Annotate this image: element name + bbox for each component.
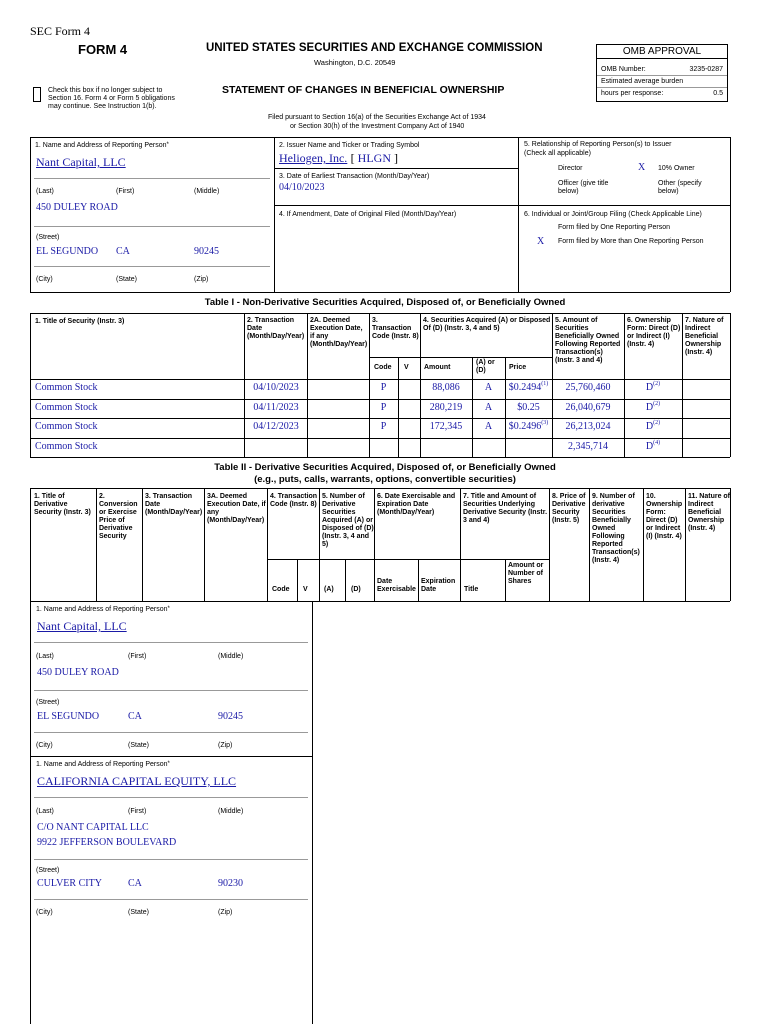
t2-sub-a: (A)	[324, 586, 334, 593]
omb-number-value: 3235-0287	[689, 66, 723, 73]
t1-code	[369, 421, 398, 432]
t1-title-text: Common Stock	[35, 382, 98, 393]
t1-sub-amount: Amount	[424, 364, 451, 371]
t1-title-text: Common Stock	[35, 402, 98, 413]
other-label: Other (specify below)	[658, 180, 702, 195]
t1-title-text: Common Stock	[35, 421, 98, 432]
street-label: (Street)	[36, 234, 60, 241]
t2-h7: 7. Title and Amount of Securities Underlying Derivative Security (Instr. 3 and 4)	[463, 493, 548, 524]
omb-hours-value: 0.5	[713, 90, 723, 97]
issuer-name-link[interactable]: Heliogen, Inc.	[279, 151, 348, 165]
box2-label: 2. Issuer Name and Ticker or Trading Symbol	[279, 142, 420, 149]
box4-label: 4. If Amendment, Date of Original Filed (Month/Day/Year)	[279, 211, 457, 218]
middle-label: (Middle)	[194, 188, 220, 195]
state-value: CA	[116, 246, 130, 257]
t2-sub-exer: Date Exercisable	[377, 578, 416, 593]
t1-owned	[552, 402, 624, 413]
earliest-transaction-date: 04/10/2023	[279, 182, 325, 193]
rp2-label: 1. Name and Address of Reporting Person*	[36, 606, 170, 613]
t1-owned-text: 2,345,714	[568, 441, 608, 452]
t1-title	[35, 402, 98, 413]
no-longer-subject-checkbox[interactable]	[33, 87, 41, 102]
t1-amount	[420, 402, 472, 413]
director-label: Director	[558, 165, 583, 172]
one-person-label: Form filed by One Reporting Person	[558, 224, 671, 231]
rp2-first-label: (First)	[128, 653, 147, 660]
t1-sub-v: V	[404, 364, 409, 371]
rp2-city-label: (City)	[36, 742, 53, 749]
t2-h6: 6. Date Exercisable and Expiration Date (Month/Day/Year)	[377, 493, 456, 516]
box5-label: 5. Relationship of Reporting Person(s) to Issuer	[524, 141, 672, 148]
t1-owned	[552, 441, 624, 452]
t2-h2: 2. Conversion or Exercise Price of Derivative Security	[99, 493, 138, 540]
t1-h2: 2. Transaction Date (Month/Day/Year)	[247, 317, 305, 340]
more-persons-mark: X	[537, 236, 545, 247]
rp3-street1-value: C/O NANT CAPITAL LLC	[37, 822, 149, 833]
t2-h4: 4. Transaction Code (Instr. 8)	[270, 493, 318, 508]
t1-price	[505, 402, 552, 413]
t1-h1: 1. Title of Security (Instr. 3)	[35, 318, 125, 325]
t2-sub-title: Title	[464, 586, 479, 593]
t2-h11: 11. Nature of Indirect Beneficial Ownership (Instr. 4)	[688, 493, 731, 532]
t1-amount-text: 280,219	[429, 402, 463, 413]
t1-price-text: $0.2496	[508, 421, 542, 432]
t2-h1: 1. Title of Derivative Security (Instr. 3)	[34, 493, 91, 516]
table2-title: Table II - Derivative Securities Acquired, Disposed of, or Beneficially Owned	[214, 462, 556, 473]
rp3-state-value: CA	[128, 878, 142, 889]
rp3-name-link[interactable]: CALIFORNIA CAPITAL EQUITY, LLC	[37, 774, 237, 788]
t1-form-footnote: (2)	[653, 381, 661, 387]
rp2-state-label: (State)	[128, 742, 150, 749]
t1-owned-text: 26,040,679	[565, 402, 611, 413]
t1-h5: 5. Amount of Securities Beneficially Owned Following Reported Transaction(s) (Instr. 3 and 4)	[555, 317, 621, 364]
rp3-label: 1. Name and Address of Reporting Person*	[36, 761, 170, 768]
t1-owned-text: 25,760,460	[565, 382, 611, 393]
filed-line-2: or Section 30(h) of the Investment Company Act of 1940	[290, 123, 465, 130]
t1-sub-ad: (A) or (D)	[476, 359, 495, 374]
rp3-middle-label: (Middle)	[218, 808, 244, 815]
state-label: (State)	[116, 276, 138, 283]
t2-h10: 10. Ownership Form: Direct (D) or Indirect (I) (Instr. 4)	[646, 493, 683, 540]
last-label: (Last)	[36, 188, 54, 195]
t1-date-text: 04/12/2023	[253, 421, 299, 432]
zip-label: (Zip)	[194, 276, 209, 283]
t2-sub-amount: Amount or Number of Shares	[508, 562, 544, 585]
rp2-city-value: EL SEGUNDO	[37, 711, 100, 722]
rp2-middle-label: (Middle)	[218, 653, 244, 660]
rp3-zip-value: 90230	[218, 878, 243, 889]
rp3-first-label: (First)	[128, 808, 147, 815]
t1-form-footnote: (4)	[653, 440, 661, 446]
reporting-person-name-link[interactable]: Nant Capital, LLC	[36, 155, 126, 169]
t1-form	[624, 421, 682, 432]
t1-price	[505, 382, 552, 393]
omb-hours-label: hours per response:	[601, 90, 664, 97]
t1-form-text: D	[645, 382, 654, 393]
t1-code-text: P	[380, 382, 387, 393]
t1-date	[245, 402, 307, 413]
city-value: EL SEGUNDO	[36, 246, 99, 257]
t1-owned	[552, 382, 624, 393]
ten-pct-owner-label: 10% Owner	[658, 165, 695, 172]
t1-amount	[420, 382, 472, 393]
t1-sub-code: Code	[374, 364, 392, 371]
omb-burden-label: Estimated average burden	[601, 78, 684, 85]
t1-amount-text: 172,345	[429, 421, 463, 432]
rp3-city-label: (City)	[36, 909, 53, 916]
t2-sub-exp: Expiration Date	[421, 578, 456, 593]
t1-code-text: P	[380, 402, 387, 413]
t1-form	[624, 402, 682, 413]
rp3-city-value: CULVER CITY	[37, 878, 102, 889]
box6-label: 6. Individual or Joint/Group Filing (Check Applicable Line)	[524, 211, 702, 218]
t1-title	[35, 382, 98, 393]
rp2-zip-label: (Zip)	[218, 742, 233, 749]
t2-h3a: 3A. Deemed Execution Date, if any (Month/Day/Year)	[207, 493, 266, 524]
t2-h9: 9. Number of derivative Securities Beneficially Owned Following Reported Transaction(s) (Instr. 4)	[592, 493, 640, 564]
t1-form	[624, 382, 682, 393]
rp3-zip-label: (Zip)	[218, 909, 233, 916]
ten-pct-owner-mark: X	[638, 162, 646, 173]
rp2-state-value: CA	[128, 711, 142, 722]
t1-owned	[552, 421, 624, 432]
commission-address: Washington, D.C. 20549	[314, 58, 396, 67]
rp3-street-label: (Street)	[36, 867, 60, 874]
t2-sub-code: Code	[272, 586, 290, 593]
street-value: 450 DULEY ROAD	[36, 202, 118, 213]
box1-label: 1. Name and Address of Reporting Person*	[35, 142, 169, 149]
rp2-street-label: (Street)	[36, 699, 60, 706]
t1-price	[505, 421, 552, 432]
t1-h3: 3. Transaction Code (Instr. 8)	[372, 317, 419, 340]
t1-code	[369, 402, 398, 413]
t2-h3: 3. Transaction Date (Month/Day/Year)	[145, 493, 203, 516]
t1-ad-text: A	[484, 382, 493, 393]
t1-price-text: $0.2494	[508, 382, 542, 393]
t1-form-footnote: (2)	[653, 420, 661, 426]
t1-title-text: Common Stock	[35, 441, 98, 452]
t1-amount	[420, 421, 472, 432]
t1-title	[35, 421, 98, 432]
t1-date-text: 04/10/2023	[253, 382, 299, 393]
t2-h5: 5. Number of Derivative Securities Acquired (A) or Disposed of (D) (Instr. 3, 4 and 5)	[322, 493, 374, 548]
zip-value: 90245	[194, 246, 219, 257]
t1-form	[624, 441, 682, 452]
omb-number-label: OMB Number:	[601, 66, 646, 73]
t2-h8: 8. Price of Derivative Security (Instr. 5)	[552, 493, 586, 524]
filed-line-1: Filed pursuant to Section 16(a) of the Securities Exchange Act of 1934	[268, 114, 486, 121]
t1-code	[369, 382, 398, 393]
t1-h7: 7. Nature of Indirect Beneficial Ownership (Instr. 4)	[685, 317, 724, 356]
rp2-name-link[interactable]: Nant Capital, LLC	[37, 619, 127, 633]
box5-sublabel: (Check all applicable)	[524, 150, 591, 157]
t1-price-text: $0.25	[517, 402, 540, 413]
t1-h4: 4. Securities Acquired (A) or Disposed Of (D) (Instr. 3, 4 and 5)	[423, 317, 551, 332]
check-box-text: Check this box if no longer subject to Section 16. Form 4 or Form 5 obligations may continue. See Instruction 1(b).	[48, 87, 175, 110]
box3-label: 3. Date of Earliest Transaction (Month/Day/Year)	[279, 173, 430, 180]
t1-owned-text: 26,213,024	[565, 421, 611, 432]
statement-title: STATEMENT OF CHANGES IN BENEFICIAL OWNERSHIP	[222, 84, 505, 96]
t1-ad-text: A	[484, 402, 493, 413]
t2-sub-d: (D)	[351, 586, 361, 593]
t1-amount-text: 88,086	[432, 382, 460, 393]
t1-form-text: D	[645, 421, 654, 432]
t1-ad	[472, 382, 505, 393]
first-label: (First)	[116, 188, 135, 195]
ticker-value: HLGN	[357, 151, 391, 165]
rp3-state-label: (State)	[128, 909, 150, 916]
t1-ad-text: A	[484, 421, 493, 432]
t1-form-footnote: (2)	[653, 401, 661, 407]
t1-date	[245, 382, 307, 393]
issuer-line: Heliogen, Inc. [ HLGN ]	[279, 151, 398, 165]
t1-date-text: 04/11/2023	[253, 402, 299, 413]
omb-title: OMB APPROVAL	[597, 45, 727, 59]
t1-ad	[472, 421, 505, 432]
rp3-street2-value: 9922 JEFFERSON BOULEVARD	[37, 837, 177, 848]
table2-subtitle: (e.g., puts, calls, warrants, options, convertible securities)	[254, 474, 516, 485]
sec-form-label: SEC Form 4	[30, 24, 91, 38]
rp3-last-label: (Last)	[36, 808, 54, 815]
t1-sub-price: Price	[509, 364, 527, 371]
commission-title: UNITED STATES SECURITIES AND EXCHANGE COMMISSION	[206, 42, 543, 54]
t1-form-text: D	[645, 441, 654, 452]
t1-ad	[472, 402, 505, 413]
t1-date	[245, 421, 307, 432]
table1-title: Table I - Non-Derivative Securities Acquired, Disposed of, or Beneficially Owned	[204, 297, 566, 308]
t1-form-text: D	[645, 402, 654, 413]
more-persons-label: Form filed by More than One Reporting Person	[558, 238, 704, 245]
rp2-zip-value: 90245	[218, 711, 243, 722]
t1-h2a: 2A. Deemed Execution Date, if any (Month/Day/Year)	[310, 317, 368, 348]
officer-label: Officer (give title below)	[558, 180, 609, 195]
form-label: FORM 4	[78, 42, 128, 57]
rp2-last-label: (Last)	[36, 653, 54, 660]
t1-code-text: P	[380, 421, 387, 432]
city-label: (City)	[36, 276, 53, 283]
t1-title	[35, 441, 98, 452]
omb-box	[596, 44, 728, 102]
t1-price-footnote: (3)	[541, 420, 549, 426]
t2-sub-v: V	[303, 586, 308, 593]
t1-h6: 6. Ownership Form: Direct (D) or Indirect (I) (Instr. 4)	[627, 317, 681, 348]
rp2-street-value: 450 DULEY ROAD	[37, 667, 119, 678]
t1-price-footnote: (1)	[541, 381, 549, 387]
